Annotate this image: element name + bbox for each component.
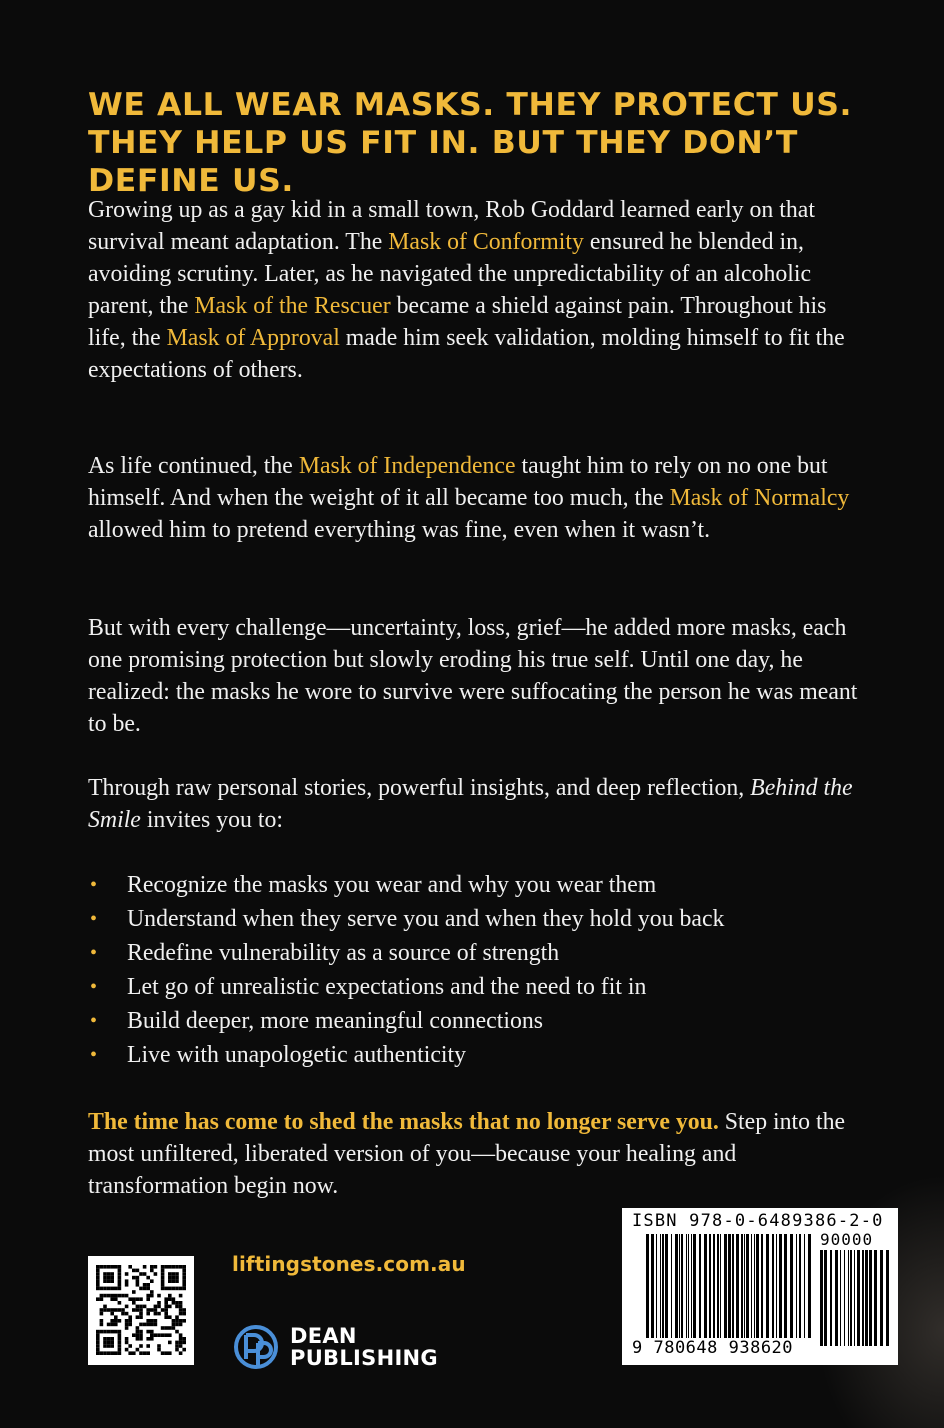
closing-paragraph <box>88 1106 868 1202</box>
bullet-icon: • <box>90 942 98 964</box>
bullet-icon: • <box>90 1044 98 1066</box>
mask-of-the-rescuer: Mask of the Rescuer <box>194 293 391 319</box>
dean-publishing-logo-icon <box>232 1325 280 1369</box>
qr-code-graphic <box>88 1256 194 1365</box>
mask-of-normalcy: Mask of Normalcy <box>669 485 850 511</box>
paragraph-1-text-b: ensured he blended in, avoiding scrutiny. Later, as he navigated the unpredictability of an alcoholic parent, the <box>88 229 812 319</box>
paragraph-1-text-d: made him seek validation, molding himself to fit the expectations of others. <box>88 325 845 383</box>
headline <box>88 86 888 200</box>
paragraph-4-text-b: invites you to: <box>140 807 283 833</box>
list-item <box>88 1038 868 1072</box>
mask-of-independence: Mask of Independence <box>298 453 516 479</box>
bullet-icon: • <box>90 908 98 930</box>
list-item-text: Understand when they serve you and when they hold you back <box>127 906 725 932</box>
benefits-list <box>88 868 868 1072</box>
paragraph-2 <box>88 450 868 546</box>
list-item <box>88 936 868 970</box>
ean-number: 9 780648 938620 <box>632 1338 794 1358</box>
closing-rest: Step into the most unfiltered, liberated version of you—because your healing and transformation begin now. <box>88 1109 846 1199</box>
paragraph-4-text-a: Through raw personal stories, powerful insights, and deep reflection, <box>88 775 751 801</box>
list-item-text: Let go of unrealistic expectations and the need to fit in <box>127 974 647 1000</box>
list-item <box>88 970 868 1004</box>
paragraph-2-text-c: allowed him to pretend everything was fine, even when it wasn’t. <box>88 517 711 543</box>
isbn-number: ISBN 978-0-6489386-2-0 <box>632 1211 884 1231</box>
paragraph-1-text-c: became a shield against pain. Throughout his life, the <box>88 293 827 351</box>
mask-of-approval: Mask of Approval <box>166 325 340 351</box>
list-item-text: Build deeper, more meaningful connections <box>127 1008 544 1034</box>
paragraph-3: But with every challenge—uncertainty, loss, grief—he added more masks, each one promising protection but slowly eroding his true self. Until one day, he realized: the masks he wore to survive were suffocating the person he was meant to be. <box>88 615 858 737</box>
publisher-name-line-2: PUBLISHING <box>290 1346 438 1370</box>
mask-of-conformity: Mask of Conformity <box>388 229 584 255</box>
website-link[interactable]: liftingstones.com.au <box>232 1252 466 1276</box>
price-addon-number: 90000 <box>820 1230 874 1249</box>
paragraph-2-text-b: taught him to rely on no one but himself. And when the weight of it all became too much, the <box>88 453 828 511</box>
bullet-icon: • <box>90 1010 98 1032</box>
paragraph-2-text-a: As life continued, the <box>88 453 299 479</box>
paragraph-1 <box>88 194 868 386</box>
paragraph-4 <box>88 772 868 836</box>
publisher-name <box>290 1325 438 1369</box>
closing-bold: The time has come to shed the masks that no longer serve you. <box>88 1109 719 1135</box>
paragraph-1-text-a: Growing up as a gay kid in a small town, Rob Goddard learned early on that survival meant adaptation. The <box>88 197 815 255</box>
list-item-text: Redefine vulnerability as a source of strength <box>127 940 560 966</box>
list-item <box>88 868 868 902</box>
publisher-name-line-1: DEAN <box>290 1324 357 1348</box>
headline-line-1: WE ALL WEAR MASKS. THEY PROTECT US. <box>88 87 853 123</box>
qr-code-icon <box>88 1256 194 1365</box>
list-item-text: Live with unapologetic authenticity <box>127 1042 467 1068</box>
book-title: Behind the Smile <box>88 775 853 833</box>
headline-line-2: THEY HELP US FIT IN. BUT THEY DON’T DEFINE US. <box>88 125 799 199</box>
list-item <box>88 1004 868 1038</box>
bullet-icon: • <box>90 976 98 998</box>
list-item-text: Recognize the masks you wear and why you wear them <box>127 872 657 898</box>
list-item <box>88 902 868 936</box>
publisher-logo <box>232 1325 438 1369</box>
isbn-barcode <box>622 1208 898 1365</box>
bullet-icon: • <box>90 874 98 896</box>
